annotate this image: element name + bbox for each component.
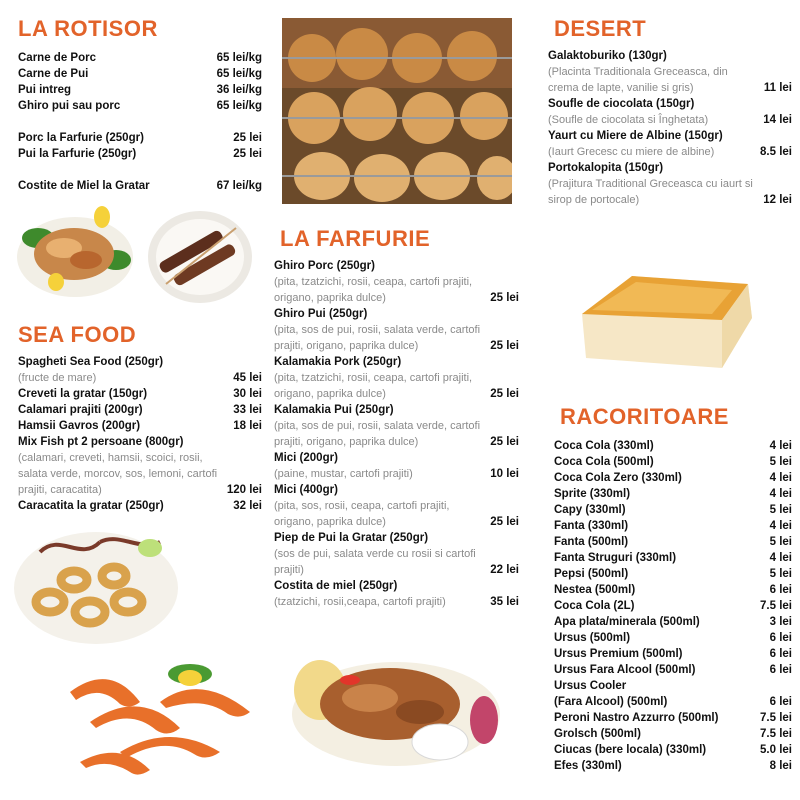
item-price: 6 lei bbox=[769, 632, 792, 644]
item-name: Carne de Pui bbox=[18, 68, 89, 80]
item-name: Efes (330ml) bbox=[554, 760, 622, 772]
item-name: Kalamakia Pui (250gr) bbox=[274, 404, 394, 416]
menu-item bbox=[554, 486, 792, 502]
item-price: 65 lei/kg bbox=[216, 52, 262, 64]
rotisor-section bbox=[18, 16, 262, 194]
item-price: 8 lei bbox=[769, 760, 792, 772]
item-name: Costita de miel (250gr) bbox=[274, 580, 398, 592]
menu-item bbox=[548, 96, 792, 128]
item-name: Pui intreg bbox=[18, 84, 72, 96]
item-name: Fanta (500ml) bbox=[554, 536, 629, 548]
item-desc: (Placinta Traditionala Greceasca, din crema de lapte, vanilie si gris) bbox=[548, 66, 728, 94]
desert-title: DESERT bbox=[554, 16, 647, 41]
calamari-photo bbox=[10, 522, 182, 648]
menu-item bbox=[274, 578, 519, 610]
item-price: 65 lei/kg bbox=[216, 100, 262, 112]
menu-item bbox=[274, 402, 519, 450]
item-desc: (Iaurt Grecesc cu miere de albine) bbox=[548, 146, 715, 158]
item-price: 5 lei bbox=[769, 568, 792, 580]
item-name: Coca Cola (330ml) bbox=[554, 440, 654, 452]
item-price: 32 lei bbox=[233, 500, 262, 512]
menu-item bbox=[554, 502, 792, 518]
item-price: 67 lei/kg bbox=[216, 180, 262, 192]
seafood-section bbox=[18, 322, 262, 514]
item-desc: (Soufle de ciocolata si Înghetata) bbox=[548, 114, 709, 126]
item-desc: (pita, tzatzichi, rosii, ceapa, cartofi prajiti, origano, paprika dulce) bbox=[274, 372, 473, 400]
menu-item bbox=[18, 130, 262, 146]
menu-item bbox=[554, 454, 792, 470]
item-desc: (pita, sos de pui, rosii, salata verde, cartofi prajiti, origano, paprika dulce) bbox=[274, 420, 481, 448]
rotisor-title: LA ROTISOR bbox=[18, 16, 158, 41]
item-name: Ursus Premium (500ml) bbox=[554, 648, 683, 660]
menu-item bbox=[554, 518, 792, 534]
racoritoare-title: RACORITOARE bbox=[560, 404, 729, 429]
menu-item bbox=[554, 438, 792, 454]
item-price: 65 lei/kg bbox=[216, 68, 262, 80]
menu-item bbox=[554, 646, 792, 662]
item-name: Apa plata/minerala (500ml) bbox=[554, 616, 700, 628]
item-desc: (Prajitura Traditional Greceasca cu iaurt si sirop de portocale) bbox=[548, 178, 753, 206]
item-price: 25 lei bbox=[490, 340, 519, 352]
item-desc: (tzatzichi, rosii,ceapa, cartofi prajiti) bbox=[274, 596, 446, 608]
menu-item bbox=[18, 50, 262, 66]
menu-item bbox=[274, 482, 519, 530]
item-price: 4 lei bbox=[769, 472, 792, 484]
item-name: Sprite (330ml) bbox=[554, 488, 631, 500]
item-price: 3 lei bbox=[769, 616, 792, 628]
gyro-plate-photo bbox=[290, 650, 502, 770]
item-name: Porc la Farfurie (250gr) bbox=[18, 132, 144, 144]
item-desc: (pita, sos, rosii, ceapa, cartofi prajiti, origano, paprika dulce) bbox=[274, 500, 450, 528]
item-name: Ghiro Porc (250gr) bbox=[274, 260, 375, 272]
item-name: Carne de Porc bbox=[18, 52, 96, 64]
item-price: 7.5 lei bbox=[760, 600, 792, 612]
menu-item bbox=[18, 402, 262, 418]
item-price: 7.5 lei bbox=[760, 712, 792, 724]
item-price: 7.5 lei bbox=[760, 728, 792, 740]
farfurie-title: LA FARFURIE bbox=[280, 226, 431, 251]
item-price: 25 lei bbox=[490, 292, 519, 304]
menu-item bbox=[554, 710, 792, 726]
item-name: Yaurt cu Miere de Albine (150gr) bbox=[548, 130, 723, 142]
menu-item bbox=[554, 678, 792, 694]
item-price: 6 lei bbox=[769, 584, 792, 596]
menu-item bbox=[554, 566, 792, 582]
item-name: Portokalopita (150gr) bbox=[548, 162, 664, 174]
item-name: Galaktoburiko (130gr) bbox=[548, 50, 667, 62]
item-name: Soufle de ciocolata (150gr) bbox=[548, 98, 695, 110]
item-price: 8.5 lei bbox=[760, 146, 792, 158]
item-price: 5 lei bbox=[769, 536, 792, 548]
item-price: 5 lei bbox=[769, 456, 792, 468]
item-name: (Fara Alcool) (500ml) bbox=[554, 696, 668, 708]
menu-item bbox=[18, 178, 262, 194]
item-name: Creveti la gratar (150gr) bbox=[18, 388, 148, 400]
menu-item bbox=[18, 354, 262, 386]
item-price: 45 lei bbox=[233, 372, 262, 384]
item-price: 33 lei bbox=[233, 404, 262, 416]
racoritoare-section bbox=[554, 404, 792, 774]
item-price: 4 lei bbox=[769, 488, 792, 500]
item-name: Ciucas (bere locala) (330ml) bbox=[554, 744, 707, 756]
menu-item bbox=[274, 530, 519, 578]
menu-item bbox=[554, 694, 792, 710]
item-name: Fanta Struguri (330ml) bbox=[554, 552, 677, 564]
rotisserie-photo bbox=[282, 18, 512, 204]
menu-item bbox=[554, 758, 792, 774]
item-desc: (sos de pui, salata verde cu rosii si cartofi prajiti) bbox=[274, 548, 476, 576]
item-desc: (fructe de mare) bbox=[18, 372, 97, 384]
item-name: Grolsch (500ml) bbox=[554, 728, 641, 740]
item-price: 25 lei bbox=[233, 132, 262, 144]
menu-item bbox=[18, 418, 262, 434]
menu-item bbox=[274, 354, 519, 402]
item-name: Ursus (500ml) bbox=[554, 632, 631, 644]
menu-item bbox=[18, 66, 262, 82]
item-name: Mici (400gr) bbox=[274, 484, 338, 496]
menu-item bbox=[554, 582, 792, 598]
prawns-photo bbox=[50, 652, 270, 792]
item-price: 25 lei bbox=[490, 516, 519, 528]
menu-item bbox=[18, 434, 262, 498]
item-name: Pui la Farfurie (250gr) bbox=[18, 148, 137, 160]
seafood-title: SEA FOOD bbox=[18, 322, 137, 347]
item-price: 25 lei bbox=[490, 388, 519, 400]
menu-item bbox=[554, 598, 792, 614]
menu-item bbox=[18, 146, 262, 162]
menu-item bbox=[18, 386, 262, 402]
menu-item bbox=[554, 534, 792, 550]
item-name: Ursus Fara Alcool (500ml) bbox=[554, 664, 696, 676]
item-name: Calamari prajiti (200gr) bbox=[18, 404, 143, 416]
item-name: Nestea (500ml) bbox=[554, 584, 636, 596]
item-desc: (pita, tzatzichi, rosii, ceapa, cartofi prajiti, origano, paprika dulce) bbox=[274, 276, 473, 304]
item-name: Ursus Cooler bbox=[554, 680, 627, 692]
item-price: 6 lei bbox=[769, 664, 792, 676]
item-price: 6 lei bbox=[769, 648, 792, 660]
menu-item bbox=[554, 630, 792, 646]
item-name: Coca Cola Zero (330ml) bbox=[554, 472, 682, 484]
item-price: 10 lei bbox=[490, 468, 519, 480]
seafood-platter-photo bbox=[12, 202, 138, 308]
item-price: 4 lei bbox=[769, 520, 792, 532]
item-name: Fanta (330ml) bbox=[554, 520, 629, 532]
menu-item bbox=[548, 160, 792, 208]
item-price: 35 lei bbox=[490, 596, 519, 608]
item-name: Coca Cola (500ml) bbox=[554, 456, 654, 468]
menu-item bbox=[274, 450, 519, 482]
item-price: 5 lei bbox=[769, 504, 792, 516]
item-price: 36 lei/kg bbox=[216, 84, 262, 96]
item-name: Costite de Miel la Gratar bbox=[18, 180, 150, 192]
item-price: 5.0 lei bbox=[760, 744, 792, 756]
item-price: 11 lei bbox=[763, 82, 792, 94]
item-name: Kalamakia Pork (250gr) bbox=[274, 356, 402, 368]
item-desc: (pita, sos de pui, rosii, salata verde, cartofi prajiti, origano, paprika dulce) bbox=[274, 324, 481, 352]
item-name: Pepsi (500ml) bbox=[554, 568, 629, 580]
item-price: 22 lei bbox=[490, 564, 519, 576]
menu-item bbox=[18, 98, 262, 114]
menu-item bbox=[554, 742, 792, 758]
item-price: 14 lei bbox=[763, 114, 792, 126]
item-price: 4 lei bbox=[769, 440, 792, 452]
item-price: 4 lei bbox=[769, 552, 792, 564]
item-price: 30 lei bbox=[233, 388, 262, 400]
item-name: Ghiro pui sau porc bbox=[18, 100, 121, 112]
farfurie-section bbox=[274, 226, 519, 610]
item-desc: (calamari, creveti, hamsii, scoici, rosii, salata verde, morcov, sos, lemoni, cartofi prajiti, caracatita) bbox=[18, 452, 218, 496]
item-name: Ghiro Pui (250gr) bbox=[274, 308, 368, 320]
item-name: Coca Cola (2L) bbox=[554, 600, 635, 612]
item-name: Hamsii Gavros (200gr) bbox=[18, 420, 141, 432]
cake-photo bbox=[572, 258, 758, 380]
menu-item bbox=[554, 726, 792, 742]
item-name: Peroni Nastro Azzurro (500ml) bbox=[554, 712, 719, 724]
menu-item bbox=[554, 550, 792, 566]
item-name: Piep de Pui la Gratar (250gr) bbox=[274, 532, 429, 544]
skewers-photo bbox=[146, 208, 254, 306]
item-price: 18 lei bbox=[233, 420, 262, 432]
item-price: 6 lei bbox=[769, 696, 792, 708]
item-price: 25 lei bbox=[490, 436, 519, 448]
desert-section bbox=[548, 16, 792, 208]
menu-item bbox=[18, 82, 262, 98]
menu-item bbox=[554, 662, 792, 678]
menu-item bbox=[554, 470, 792, 486]
item-name: Mici (200gr) bbox=[274, 452, 338, 464]
item-price: 120 lei bbox=[226, 484, 262, 496]
item-price: 12 lei bbox=[763, 194, 792, 206]
menu-item bbox=[18, 498, 262, 514]
menu-item bbox=[548, 128, 792, 160]
item-price: 25 lei bbox=[233, 148, 262, 160]
menu-item bbox=[554, 614, 792, 630]
item-name: Spagheti Sea Food (250gr) bbox=[18, 356, 164, 368]
menu-item bbox=[274, 306, 519, 354]
item-name: Caracatita la gratar (250gr) bbox=[18, 500, 164, 512]
item-name: Mix Fish pt 2 persoane (800gr) bbox=[18, 436, 184, 448]
menu-item bbox=[274, 258, 519, 306]
menu-item bbox=[548, 48, 792, 96]
item-desc: (paine, mustar, cartofi prajiti) bbox=[274, 468, 413, 480]
item-name: Capy (330ml) bbox=[554, 504, 626, 516]
